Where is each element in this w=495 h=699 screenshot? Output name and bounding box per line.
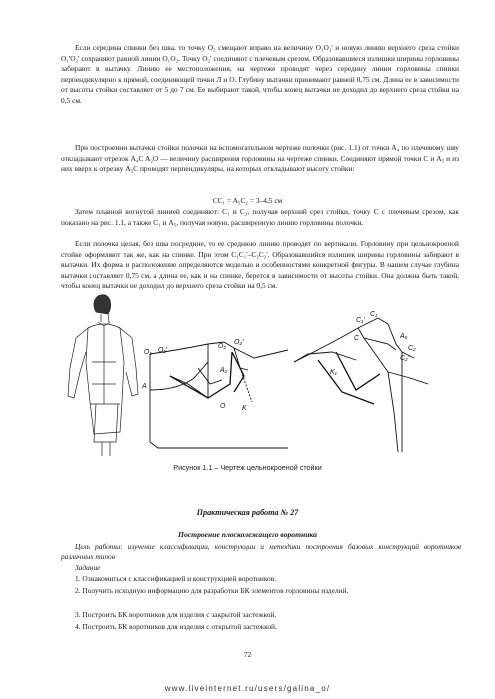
label-a: A xyxy=(142,383,147,390)
figure-caption: Рисунок 1.1 – Чертеж цельнокроеной стойки xyxy=(173,463,322,472)
label-o1: O₁ xyxy=(144,349,152,356)
practical-work-title: Практическая работа № 27 xyxy=(196,508,299,517)
figure-svg xyxy=(58,292,438,460)
label-c2p: C₂' xyxy=(400,355,410,362)
back-pattern xyxy=(150,342,288,448)
task-item: 2. Получить исходную информацию для разработки БК элементов горловины изделий. xyxy=(75,586,349,595)
paragraph-back-neck: Если середина спинки без шва, то точку O₂ смещают вправо на величину O₁O₁' и новую линию верхнего среза стойки O₁'O₂' сохраняют равной линии O₁O₂. Точку O₂' соединяют с плечевым срезом. Образовавшиеся излишки ширины горловины забирают в вытачку. Линию ее местоположения, на чертеже проводят через середину линии горловины спинки перпендикулярно к прямой, соединяющей точки Л и O. Глубину вытачки принимают равной 0,75 см. Длина ее в зависимости от высоты стойки составляет от 5 до 7 см. Ее выбирают такой, чтобы конец вытачки не доходил до верхнего среза стойки на 0,5 см. xyxy=(61,43,459,105)
garment-sketch xyxy=(68,295,138,456)
label-k1: K₁ xyxy=(330,369,337,376)
figure-stand-collar-drawing xyxy=(58,292,438,460)
task-item: 3. Построить БК воротников для изделия с закрытой застежкой. xyxy=(75,610,277,619)
label-a5: A₅ xyxy=(400,333,408,340)
label-o: O xyxy=(220,403,226,410)
paragraph-whole-front: Если полочка целая, без шва посредине, то ее среднюю линию проводят по вертикали. Горловину при цельнокроеной стойке оформляют так же, как на спинке. При этом C₁C₁'–C₂C₂'. Образовавшийся излишек ширины горловины забирают в вытачки. Их форма и расположение определяются моделью и особенностями конкретной фигуры. В нашем случае глубина вытачки составляет 0,75 см, а длина ее, как и на спинке, берется в зависимости от высоты стойки. Она должна быть такой, чтобы конец вытачки не доходил до верхнего среза стойки на 0,5 см. xyxy=(61,239,459,291)
work-goal: Цель работы: изучение классификации, конструкции и методики построения базовых конструкций воротников различных типов xyxy=(61,542,461,562)
label-c: C xyxy=(354,335,360,342)
label-c2: C₂ xyxy=(408,345,416,352)
formula-stand-height: CC₁ = A₅C₂ = 3–4,5 см xyxy=(212,196,283,205)
paragraph-connect-points: Затем плавной вогнутой линией соединяют: C₁ и C₂, получая верхний срез стойки, точку C с плечевым срезом, как показано на рис. 1.1, а также C₁ и A₅, получая новую, расширенную линию горловины полочки. xyxy=(61,207,459,227)
front-pattern xyxy=(294,318,428,452)
label-o2: O₂ xyxy=(218,343,227,350)
figure-labels xyxy=(141,311,416,412)
label-a2: A₂ xyxy=(220,367,228,374)
task-heading: Задание xyxy=(75,563,101,572)
label-c1: C₁ xyxy=(370,311,378,318)
task-item: 1. Ознакомиться с классификацией и конструкцией воротников. xyxy=(75,574,277,583)
label-k: K xyxy=(242,405,247,412)
task-item: 4. Построить БК воротников для изделия с открытой застежкой. xyxy=(75,622,277,631)
label-c1p: C₁' xyxy=(356,317,365,324)
footer-url: www.liveinternet.ru/users/galina_o/ xyxy=(164,684,331,693)
label-o2p: O₂' xyxy=(234,339,244,346)
label-o1p: O₁' xyxy=(158,347,167,354)
practical-work-subtitle: Построение плосколежащего воротника xyxy=(178,530,317,539)
page-number: 72 xyxy=(243,650,252,659)
paragraph-front-dart: При построении вытачки стойки полочки на вспомогательном чертеже полочки (рис. 1.1) от точки A₄ по плечевому шву откладывают отрезок A₄C A₂O — величину расширения горловины на чертеже спинки. Соединяют прямой точки C и A₅ и из них вверх к отрезку A₅C проводят перпендикуляры, на которых откладывают высоту стойки: xyxy=(61,143,459,174)
